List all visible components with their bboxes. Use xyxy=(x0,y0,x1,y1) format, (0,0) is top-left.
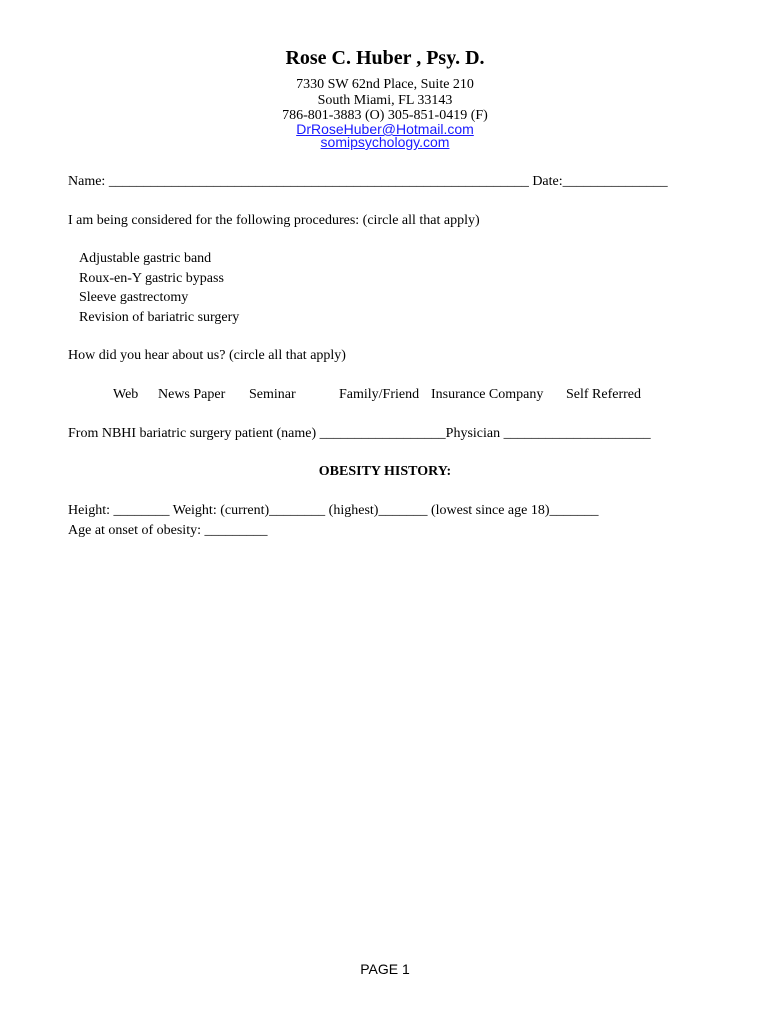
page-number: PAGE 1 xyxy=(360,961,410,977)
phone-numbers: 786-801-3883 (O) 305-851-0419 (F) xyxy=(282,108,488,123)
practitioner-name: Rose C. Huber , Psy. D. xyxy=(285,47,485,69)
referral-option-newspaper[interactable]: News Paper xyxy=(158,387,226,402)
website-link[interactable]: somipsychology.com xyxy=(320,134,450,150)
email-link[interactable]: DrRoseHuber@Hotmail.com xyxy=(296,121,474,137)
procedure-option[interactable]: Roux-en-Y gastric bypass xyxy=(79,271,224,286)
name-date-line[interactable]: Name: ____________________________________________________________ Date:_______________ xyxy=(68,174,668,189)
measurements-line[interactable]: Height: ________ Weight: (current)________ (highest)_______ (lowest since age 18)_______ xyxy=(68,503,599,518)
procedure-option[interactable]: Sleeve gastrectomy xyxy=(79,290,189,305)
referral-option-insurance[interactable]: Insurance Company xyxy=(431,387,544,402)
procedure-option[interactable]: Adjustable gastric band xyxy=(79,251,212,266)
nbhi-referral-line[interactable]: From NBHI bariatric surgery patient (name) __________________Physician _____________________ xyxy=(68,426,651,441)
address-line-1: 7330 SW 62nd Place, Suite 210 xyxy=(296,77,474,92)
address-line-2: South Miami, FL 33143 xyxy=(317,93,453,108)
referral-option-web[interactable]: Web xyxy=(113,387,139,402)
procedure-option[interactable]: Revision of bariatric surgery xyxy=(79,310,240,325)
onset-age-line[interactable]: Age at onset of obesity: _________ xyxy=(68,523,268,538)
referral-option-family-friend[interactable]: Family/Friend xyxy=(339,387,420,402)
obesity-history-heading: OBESITY HISTORY: xyxy=(318,464,452,479)
referral-option-self-referred[interactable]: Self Referred xyxy=(566,387,642,402)
referral-option-seminar[interactable]: Seminar xyxy=(249,387,296,402)
referral-prompt: How did you hear about us? (circle all that apply) xyxy=(68,348,346,363)
procedures-prompt: I am being considered for the following procedures: (circle all that apply) xyxy=(68,213,480,228)
